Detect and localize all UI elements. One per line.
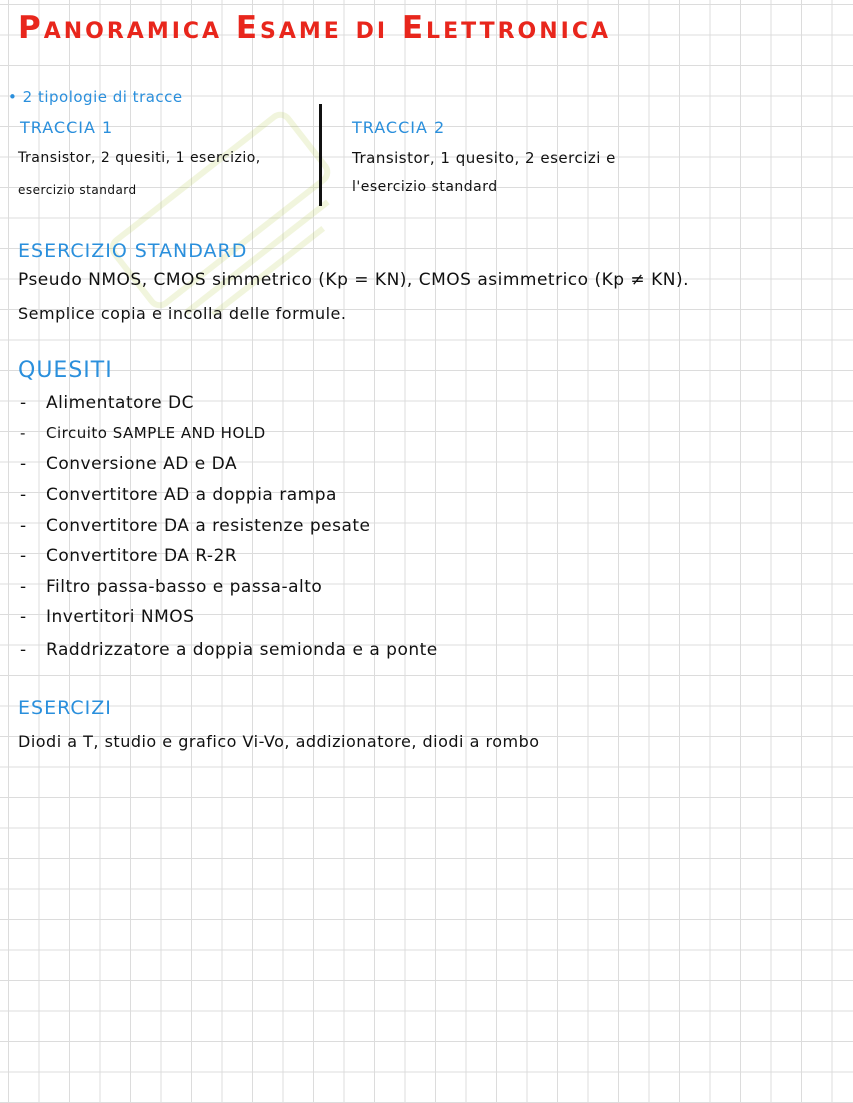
list-item: - Conversione AD e DA [20,454,238,474]
column-divider [319,104,322,206]
esercizio-standard-heading: ESERCIZIO STANDARD [18,240,248,262]
traccia-2-heading: TRACCIA 2 [352,118,446,137]
list-item: - Circuito SAMPLE AND HOLD [20,424,266,442]
intro-text: 2 tipologie di tracce [22,88,183,106]
traccia-1-heading: TRACCIA 1 [20,118,114,137]
list-item: - Raddrizzatore a doppia semionda e a ponte [20,640,438,660]
list-item: - Alimentatore DC [20,393,194,413]
list-item: - Invertitori NMOS [20,607,195,627]
quesiti-heading: QUESITI [18,358,113,383]
bullet: • [8,88,18,106]
list-item: - Convertitore AD a doppia rampa [20,485,337,505]
esercizi-heading: ESERCIZI [18,697,112,719]
esercizio-standard-line-1: Pseudo NMOS, CMOS simmetrico (Kp = KN), CMOS asimmetrico (Kp ≠ KN). [18,270,689,290]
list-item: - Filtro passa-basso e passa-alto [20,577,323,597]
traccia-2-line-1: Transistor, 1 quesito, 2 esercizi e [352,149,616,167]
esercizio-standard-line-2: Semplice copia e incolla delle formule. [18,304,347,323]
traccia-2-line-2: l'esercizio standard [352,179,498,195]
list-item: - Convertitore DA R-2R [20,546,238,566]
esercizi-text: Diodi a T, studio e grafico Vi-Vo, addizionatore, diodi a rombo [18,732,540,751]
list-item: - Convertitore DA a resistenze pesate [20,516,371,536]
traccia-1-line-1: Transistor, 2 quesiti, 1 esercizio, [18,150,261,166]
intro-line [8,88,183,106]
traccia-1-line-2: esercizio standard [18,183,137,197]
page-title: Panoramica Esame di Elettronica [18,10,612,46]
